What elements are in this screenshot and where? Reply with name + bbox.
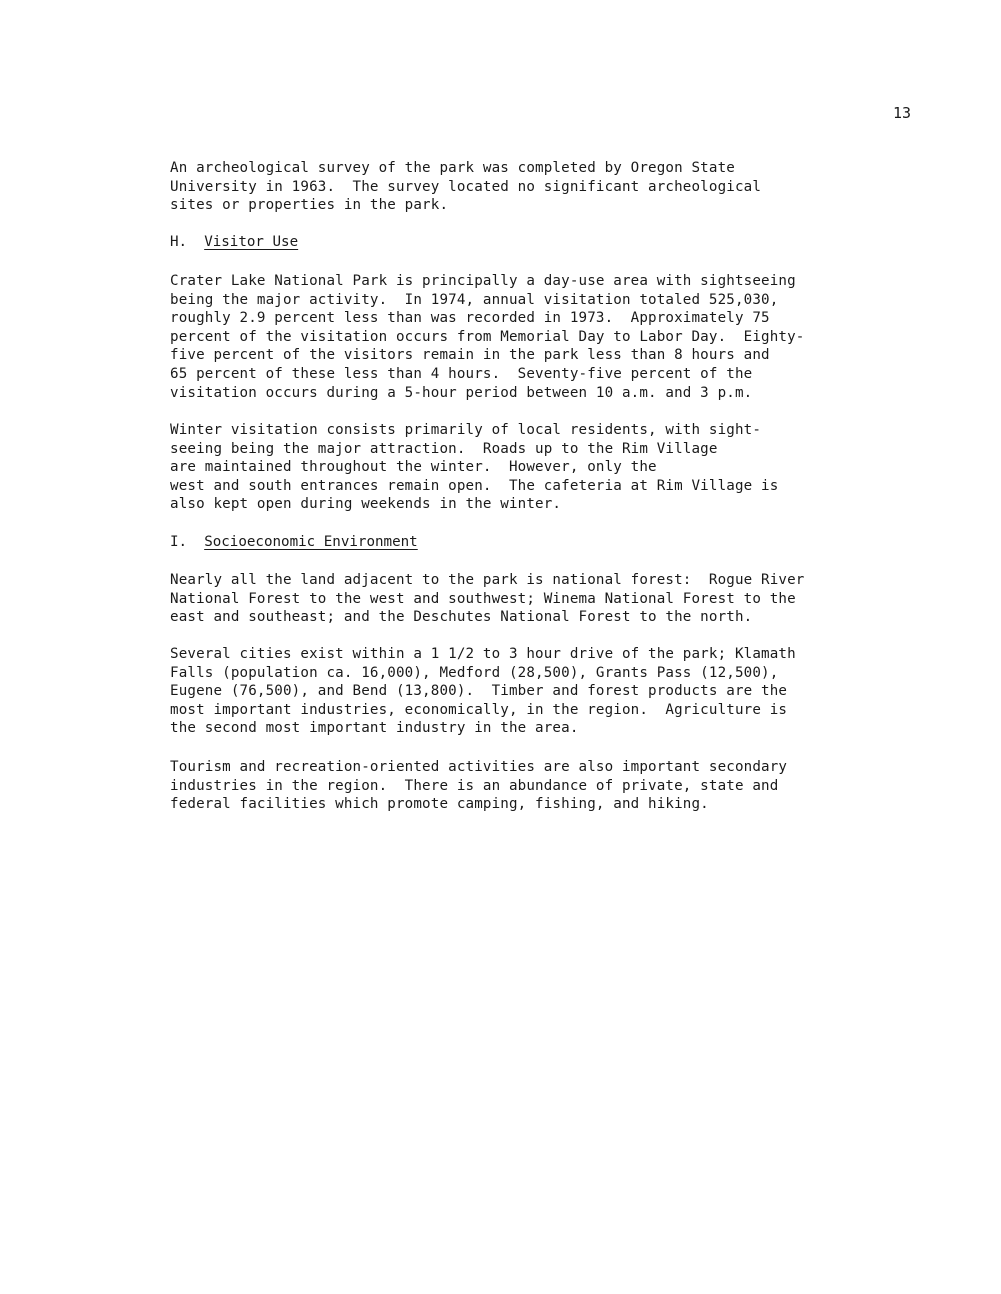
text-line: visitation occurs during a 5-hour period between 10 a.m. and 3 p.m.	[170, 384, 753, 401]
text-line: industries in the region. There is an abundance of private, state and	[170, 777, 779, 794]
text-line: 65 percent of these less than 4 hours. Seventy-five percent of the	[170, 365, 753, 382]
paragraph-visitor-use-2	[170, 421, 870, 514]
text-line: Crater Lake National Park is principally a day-use area with sightseeing	[170, 273, 796, 289]
paragraph-socioeconomic-3	[170, 758, 870, 814]
text-line: west and south entrances remain open. The cafeteria at Rim Village is	[170, 477, 779, 494]
text-line: being the major activity. In 1974, annual visitation totaled 525,030,	[170, 291, 779, 308]
section-letter: I.	[170, 534, 188, 550]
text-line: roughly 2.9 percent less than was recorded in 1973. Approximately 75	[170, 310, 770, 327]
paragraph-socioeconomic-1	[170, 571, 870, 627]
page-number: 13	[893, 104, 912, 122]
text-line: National Forest to the west and southwest; Winema National Forest to the	[170, 590, 796, 607]
section-heading-socioeconomic	[170, 533, 418, 552]
text-line: Eugene (76,500), and Bend (13,800). Timber and forest products are the	[170, 683, 788, 700]
section-letter: H.	[170, 234, 188, 250]
text-line: are maintained throughout the winter. However, only the	[170, 459, 657, 476]
text-line: Tourism and recreation-oriented activities are also important secondary	[170, 759, 788, 775]
text-line: Winter visitation consists primarily of local residents, with sight-	[170, 422, 762, 438]
text-line: sites or properties in the park.	[170, 197, 449, 214]
text-line: seeing being the major attraction. Roads up to the Rim Village	[170, 440, 718, 457]
paragraph-archeology	[170, 159, 870, 215]
text-line: federal facilities which promote camping, fishing, and hiking.	[170, 796, 709, 813]
section-title: Socioeconomic Environment	[204, 534, 418, 550]
text-line: Several cities exist within a 1 1/2 to 3 hour drive of the park; Klamath	[170, 646, 796, 662]
text-line: University in 1963. The survey located no significant archeological	[170, 178, 762, 195]
section-title: Visitor Use	[204, 234, 299, 250]
text-line: the second most important industry in the area.	[170, 720, 579, 737]
paragraph-socioeconomic-2	[170, 645, 870, 738]
text-line: five percent of the visitors remain in the park less than 8 hours and	[170, 347, 770, 364]
text-line: An archeological survey of the park was completed by Oregon State	[170, 160, 735, 176]
section-heading-visitor-use	[170, 233, 298, 252]
text-line: Falls (population ca. 16,000), Medford (28,500), Grants Pass (12,500),	[170, 664, 779, 681]
text-line: most important industries, economically, in the region. Agriculture is	[170, 701, 788, 718]
text-line: east and southeast; and the Deschutes National Forest to the north.	[170, 609, 753, 626]
text-line: also kept open during weekends in the winter.	[170, 496, 562, 513]
paragraph-visitor-use-1	[170, 272, 870, 402]
text-line: Nearly all the land adjacent to the park is national forest: Rogue River	[170, 572, 805, 588]
text-line: percent of the visitation occurs from Memorial Day to Labor Day. Eighty-	[170, 328, 805, 345]
